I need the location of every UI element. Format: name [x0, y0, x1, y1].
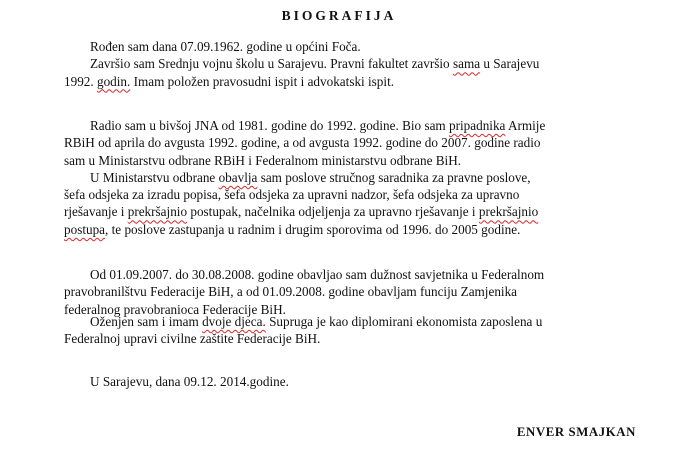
- text-segment: Armije: [505, 118, 546, 133]
- text-segment: U Ministarstvu odbrane: [90, 169, 219, 185]
- text-segment: federalnog pravobranioca Federacije BiH.: [64, 301, 286, 317]
- text-segment: Imam položen pravosudni ispit i advokatski ispit.: [130, 73, 395, 89]
- spellcheck-flagged-word: godin.: [96, 73, 131, 89]
- text-segment: Rođen sam dana 07.09.1962. godine u općini Foča.: [90, 39, 361, 54]
- text-segment: sam u Ministarstvu odbrane RBiH i Federalnom ministarstvu odbrane BiH.: [64, 152, 462, 168]
- text-line: [64, 221, 624, 238]
- text-line: [64, 266, 624, 283]
- spellcheck-flagged-word: prekršajnio: [127, 204, 188, 220]
- spellcheck-flagged-word: prekršajnio: [478, 204, 539, 220]
- paragraph-career: [64, 117, 624, 238]
- spellcheck-flagged-word: pripadnika: [449, 118, 506, 133]
- text-segment: postupak, načelnika odjeljenja za upravno rješavanje i: [187, 204, 479, 220]
- text-line: [64, 283, 624, 300]
- text-line: [64, 55, 624, 72]
- text-segment: sam poslove stručnog saradnika za pravne poslove,: [257, 169, 531, 185]
- text-line: [64, 152, 624, 169]
- signature-name: ENVER SMAJKAN: [516, 425, 636, 439]
- paragraph-family: [64, 313, 624, 348]
- text-line: [64, 38, 624, 55]
- text-segment: Supruga je kao diplomirani ekonomista zaposlena u: [265, 314, 543, 329]
- text-line: [64, 117, 624, 134]
- text-line: [64, 73, 624, 90]
- text-segment: šefa odsjeka za izradu popisa, šefa odsjeka za upravni nadzor, šefa odsjeka za upravno: [64, 187, 520, 203]
- text-segment: Oženjen sam i imam: [90, 314, 203, 329]
- text-line: [64, 134, 624, 151]
- document-title: BIOGRAFIJA: [281, 8, 397, 23]
- paragraph-birth-education: [64, 38, 624, 90]
- text-line: [64, 203, 624, 220]
- text-segment: pravobranilštvu Federacije BiH, a od 01.09.2008. godine obavljam funciju Zamjenika: [64, 284, 518, 300]
- text-segment: , te poslove zastupanja u radnim i drugim sporovima od 1996. do 2005 godine.: [105, 221, 521, 237]
- spellcheck-flagged-word: dvoje djeca.: [202, 314, 266, 329]
- text-line: [64, 186, 624, 203]
- spellcheck-flagged-word: sama: [452, 56, 481, 72]
- text-segment: Završio sam Srednju vojnu školu u Sarajevu. Pravni fakultet završio: [90, 56, 453, 72]
- text-segment: u Sarajevu: [480, 56, 540, 72]
- text-line: [64, 313, 624, 330]
- place-and-date: U Sarajevu, dana 09.12. 2014.godine.: [90, 374, 289, 389]
- text-line: [64, 330, 624, 347]
- text-segment: Radio sam u bivšoj JNA od 1981. godine do 1992. godine. Bio sam: [90, 118, 449, 133]
- text-segment: Od 01.09.2007. do 30.08.2008. godine obavljao sam dužnost savjetnika u Federalnom: [90, 267, 545, 282]
- spellcheck-flagged-word: postupa: [64, 221, 106, 237]
- text-segment: Federalnoj upravi civilne zaštite Federacije BiH.: [64, 331, 321, 347]
- text-segment: 1992.: [64, 73, 97, 89]
- text-line: [64, 169, 624, 186]
- spellcheck-flagged-word: obavlja: [218, 169, 258, 185]
- paragraph-current-position: [64, 266, 624, 318]
- text-segment: RBiH od aprila do avgusta 1992. godine, a od avgusta 1992. godine do 2007. godine radio: [64, 135, 541, 151]
- text-segment: rješavanje i: [64, 204, 128, 220]
